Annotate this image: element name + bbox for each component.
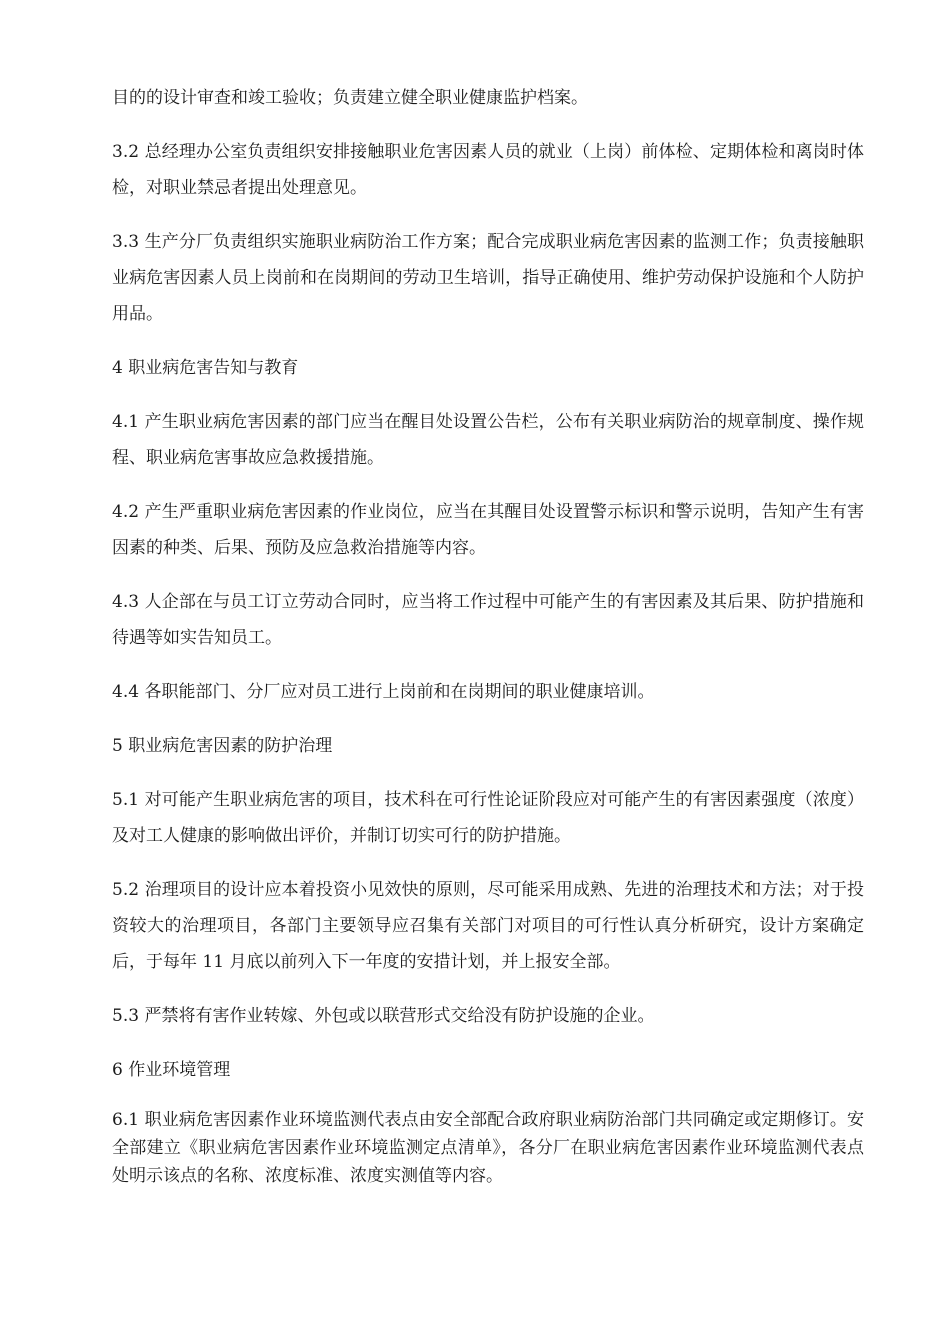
- paragraph-4-2: 4.2 产生严重职业病危害因素的作业岗位，应当在其醒目处设置警示标识和警示说明，告知产生有害因素的种类、后果、预防及应急救治措施等内容。: [112, 502, 865, 558]
- paragraph-4-3: 4.3 人企部在与员工订立劳动合同时，应当将工作过程中可能产生的有害因素及其后果、防护措施和待遇等如实告知员工。: [112, 592, 865, 648]
- section-heading-5: 5 职业病危害因素的防护治理: [112, 736, 333, 756]
- paragraph-3-1-tail: 目的的设计审查和竣工验收；负责建立健全职业健康监护档案。: [112, 88, 588, 108]
- paragraph-4-4: 4.4 各职能部门、分厂应对员工进行上岗前和在岗期间的职业健康培训。: [112, 682, 655, 702]
- paragraph-4-1: 4.1 产生职业病危害因素的部门应当在醒目处设置公告栏，公布有关职业病防治的规章制度、操作规程、职业病危害事故应急救援措施。: [112, 412, 865, 468]
- paragraph-3-2: 3.2 总经理办公室负责组织安排接触职业危害因素人员的就业（上岗）前体检、定期体检和离岗时体检，对职业禁忌者提出处理意见。: [112, 142, 865, 198]
- section-heading-6: 6 作业环境管理: [112, 1060, 231, 1080]
- document-body: [112, 80, 864, 1190]
- paragraph-5-1: 5.1 对可能产生职业病危害的项目，技术科在可行性论证阶段应对可能产生的有害因素强度（浓度）及对工人健康的影响做出评价，并制订切实可行的防护措施。: [112, 790, 865, 846]
- paragraph-3-3: 3.3 生产分厂负责组织实施职业病防治工作方案；配合完成职业病危害因素的监测工作；负责接触职业病危害因素人员上岗前和在岗期间的劳动卫生培训，指导正确使用、维护劳动保护设施和个人防护用品。: [112, 232, 865, 324]
- section-heading-4: 4 职业病危害告知与教育: [112, 358, 299, 378]
- paragraph-5-2: 5.2 治理项目的设计应本着投资小见效快的原则，尽可能采用成熟、先进的治理技术和方法；对于投资较大的治理项目，各部门主要领导应召集有关部门对项目的可行性认真分析研究，设计方案确定后，于每年 11 月底以前列入下一年度的安措计划，并上报安全部。: [112, 880, 865, 972]
- paragraph-6-1: 6.1 职业病危害因素作业环境监测代表点由安全部配合政府职业病防治部门共同确定或定期修订。安全部建立《职业病危害因素作业环境监测定点清单》，各分厂在职业病危害因素作业环境监测代表点处明示该点的名称、浓度标准、浓度实测值等内容。: [112, 1110, 865, 1186]
- paragraph-5-3: 5.3 严禁将有害作业转嫁、外包或以联营形式交给没有防护设施的企业。: [112, 1006, 655, 1026]
